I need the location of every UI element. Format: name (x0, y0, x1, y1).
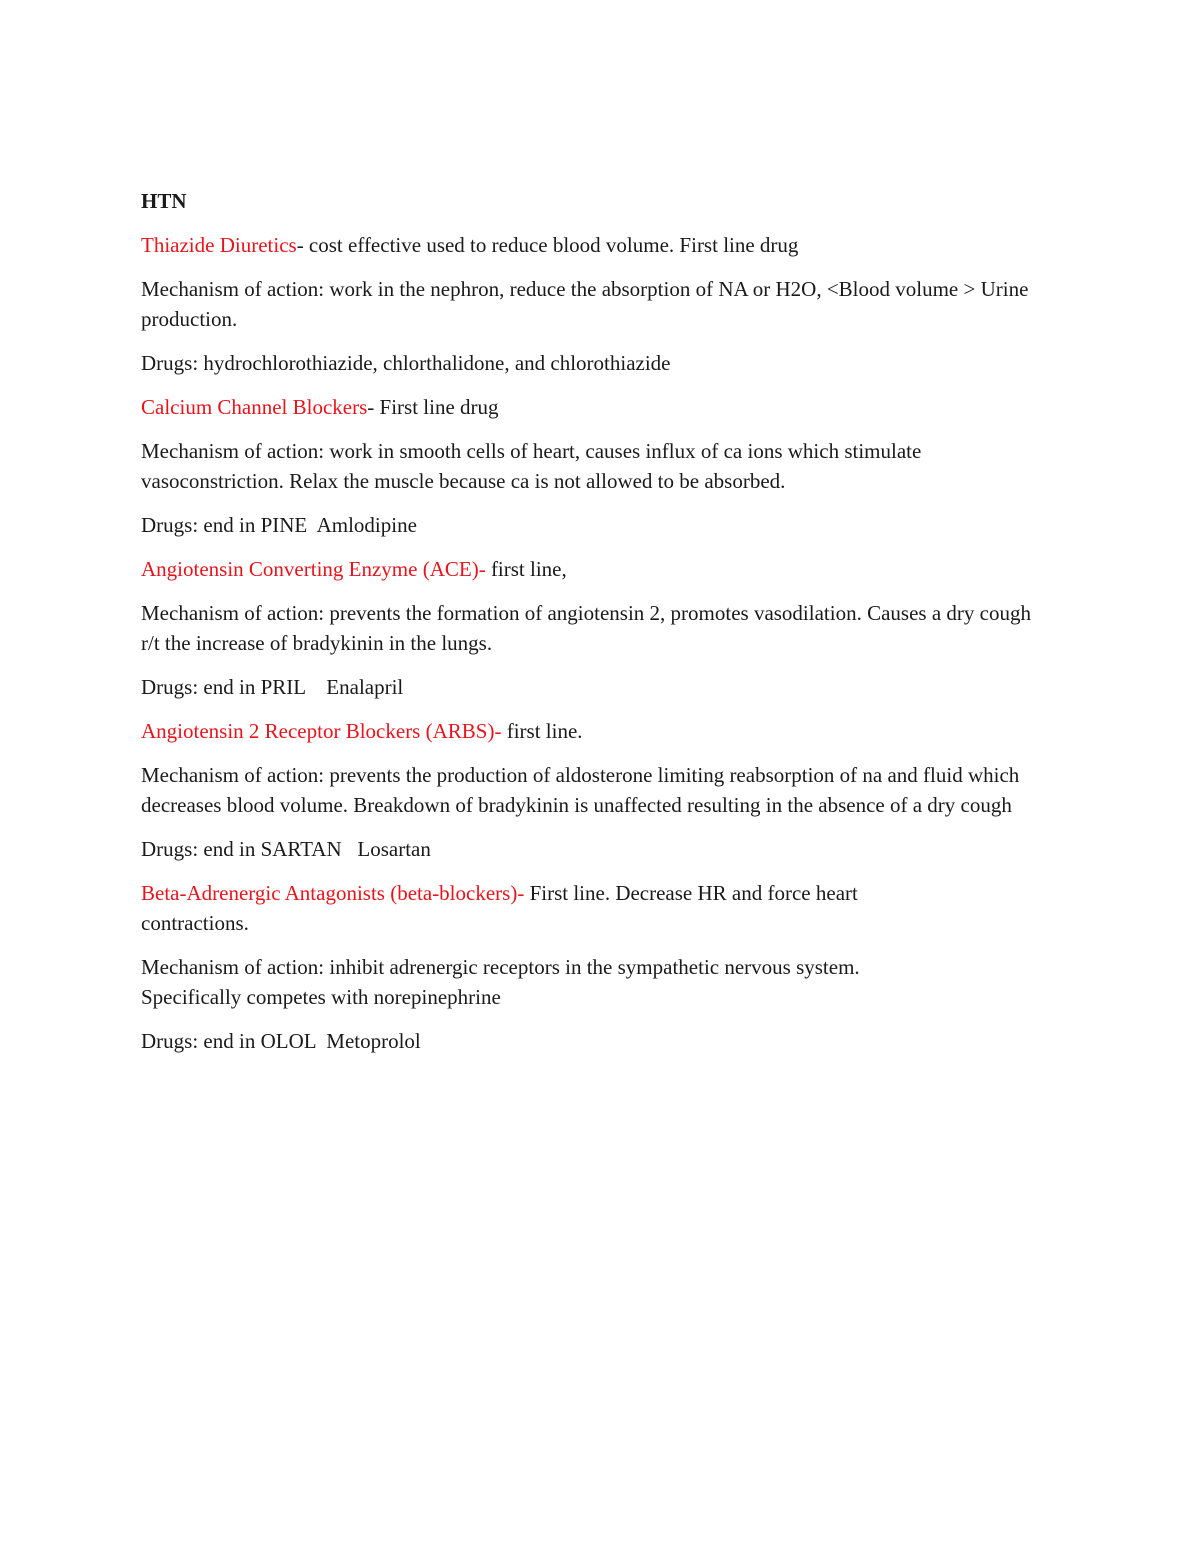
section-heading-line (141, 230, 1071, 260)
section-heading-suffix: First line. Decrease HR and force heart contractions. (141, 881, 858, 935)
section-mechanism: Mechanism of action: work in smooth cells of heart, causes influx of ca ions which stimulate vasoconstriction. Relax the muscle because ca is not allowed to be absorbed. (141, 439, 922, 493)
section-heading: Calcium Channel Blockers (141, 395, 368, 419)
section-drugs: Drugs: end in SARTAN Losartan (141, 837, 431, 861)
section-heading-suffix: - cost effective used to reduce blood volume. First line drug (296, 233, 799, 257)
section-heading: Thiazide Diuretics (141, 233, 297, 257)
section-mechanism: Mechanism of action: inhibit adrenergic receptors in the sympathetic nervous system. Specifically competes with norepinephrine (141, 955, 860, 1009)
section-heading: Angiotensin 2 Receptor Blockers (ARBS)- (141, 719, 502, 743)
section-heading: Angiotensin Converting Enzyme (ACE)- (141, 557, 486, 581)
document-content (141, 186, 1071, 1070)
section-mechanism: Mechanism of action: prevents the production of aldosterone limiting reabsorption of na and fluid which decreases blood volume. Breakdown of bradykinin is unaffected resulting in the absence of a dry cough (141, 763, 1020, 817)
section-heading-line (141, 878, 956, 938)
section-drugs: Drugs: hydrochlorothiazide, chlorthalidone, and chlorothiazide (141, 351, 671, 375)
section-heading: Beta-Adrenergic Antagonists (beta-blockers)- (141, 881, 525, 905)
document-title: HTN (141, 189, 187, 213)
section-heading-line (141, 392, 1071, 422)
section-drugs: Drugs: end in PINE Amlodipine (141, 513, 417, 537)
section-mechanism: Mechanism of action: work in the nephron, reduce the absorption of NA or H2O, <Blood volume > Urine production. (141, 277, 1029, 331)
section-heading-suffix: - First line drug (367, 395, 499, 419)
section-heading-line (141, 716, 1071, 746)
section-heading-suffix: first line. (501, 719, 583, 743)
section-heading-suffix: first line, (485, 557, 567, 581)
section-mechanism: Mechanism of action: prevents the formation of angiotensin 2, promotes vasodilation. Causes a dry cough r/t the increase of bradykinin in the lungs. (141, 601, 1031, 655)
section-drugs: Drugs: end in OLOL Metoprolol (141, 1029, 421, 1053)
section-heading-line (141, 554, 1071, 584)
section-drugs: Drugs: end in PRIL Enalapril (141, 675, 404, 699)
